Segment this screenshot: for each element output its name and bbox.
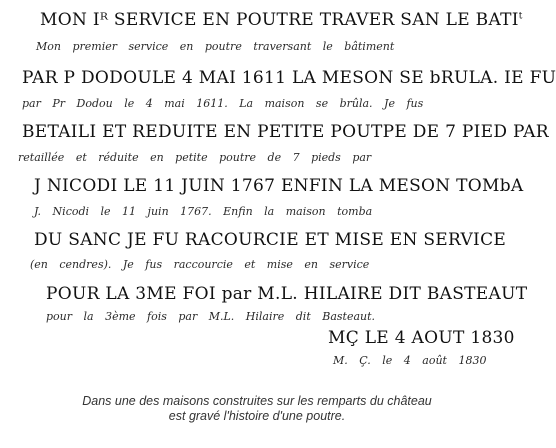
inscription-caps-line-3: BETAILI ET REDUITE EN PETITE POUTPE DE 7 PIED PAR	[22, 122, 549, 142]
inscription-caps-line-1: MON Iᴿ SERVICE EN POUTRE TRAVER SAN LE BATI$^t$	[40, 10, 523, 30]
inscription-caps-line-7: MÇ LE 4 AOUT 1830	[328, 328, 515, 348]
caption-line-2: est gravé l'histoire d'une poutre.	[168, 409, 346, 423]
inscription-caps-line-6: POUR LA 3ME FOI par M.L. HILAIRE DIT BASTEAUT	[46, 284, 528, 304]
inscription-caps-line-2: PAR P DODOULE 4 MAI 1611 LA MESON SE bRULA. IE FU	[22, 68, 556, 88]
inscription-superscript: t	[518, 11, 523, 22]
caption-line-1: Dans une des maisons construites sur les remparts du château	[82, 394, 432, 408]
caption	[0, 394, 514, 424]
inscription-script-line-6: pour la 3ème fois par M.L. Hilaire dit Basteaut.	[46, 310, 376, 323]
inscription-script-line-2: par Pr Dodou le 4 mai 1611. La maison se brûla. Je fus	[22, 97, 424, 110]
inscription-script-line-5: (en cendres). Je fus raccourcie et mise en service	[30, 258, 370, 271]
inscription-caps-line-5: DU SANC JE FU RACOURCIE ET MISE EN SERVICE	[34, 230, 507, 250]
inscription-script-line-7: M. Ç. le 4 août 1830	[333, 354, 487, 367]
inscription-script-line-4: J. Nicodi le 11 juin 1767. Enfin la maison tomba	[34, 205, 373, 218]
inscription-caps-line-4: J NICODI LE 11 JUIN 1767 ENFIN LA MESON TOMbA	[34, 176, 524, 196]
inscription-script-line-1: Mon premier service en poutre traversant le bâtiment	[36, 40, 395, 53]
inscription-script-line-3: retaillée et réduite en petite poutre de 7 pieds par	[18, 151, 372, 164]
